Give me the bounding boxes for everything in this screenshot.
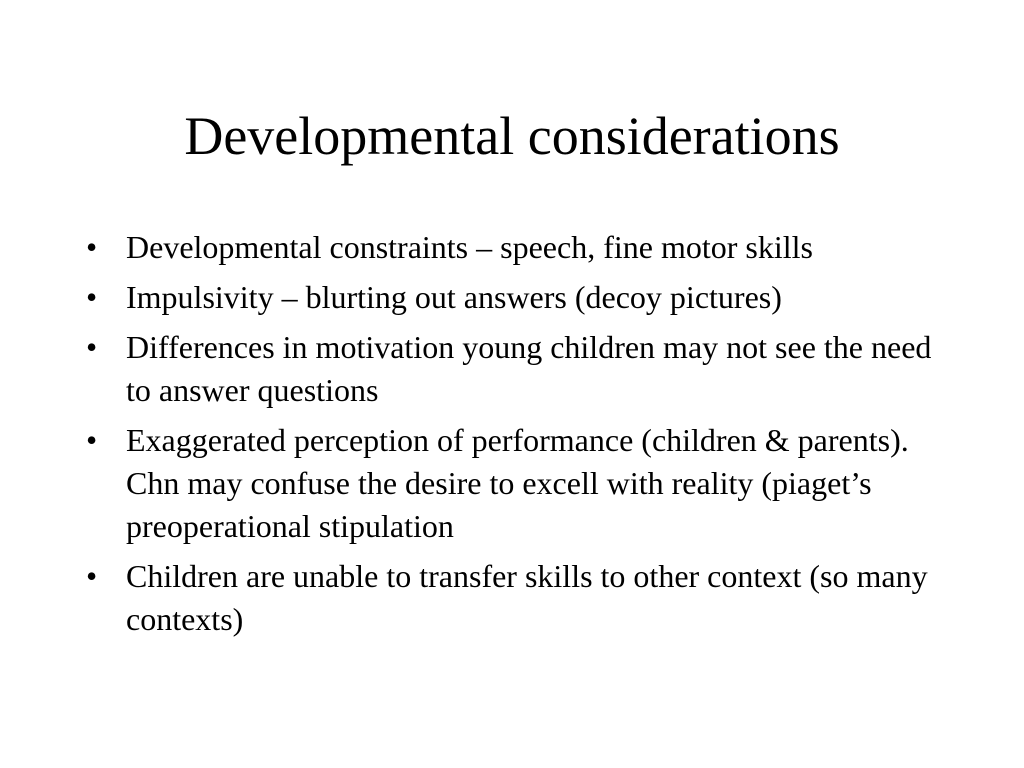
bullet-text: Exaggerated perception of performance (children & parents). Chn may confuse the desire to excell with reality (piaget’s preoperational stipulation <box>126 422 909 544</box>
bullet-list <box>86 226 946 648</box>
bullet-item <box>86 555 946 641</box>
bullet-item <box>86 226 946 269</box>
bullet-item <box>86 419 946 548</box>
bullet-text: Developmental constraints – speech, fine motor skills <box>126 229 813 265</box>
bullet-marker: • <box>86 422 98 458</box>
bullet-marker: • <box>86 329 98 365</box>
bullet-marker: • <box>86 279 98 315</box>
bullet-text: Impulsivity – blurting out answers (decoy pictures) <box>126 279 782 315</box>
bullet-text: Differences in motivation young children may not see the need to answer questions <box>126 329 932 408</box>
bullet-text: Children are unable to transfer skills to other context (so many contexts) <box>126 558 928 637</box>
bullet-item <box>86 276 946 319</box>
bullet-marker: • <box>86 229 98 265</box>
bullet-marker: • <box>86 558 98 594</box>
bullet-item <box>86 326 946 412</box>
slide-title: Developmental considerations <box>184 106 840 166</box>
